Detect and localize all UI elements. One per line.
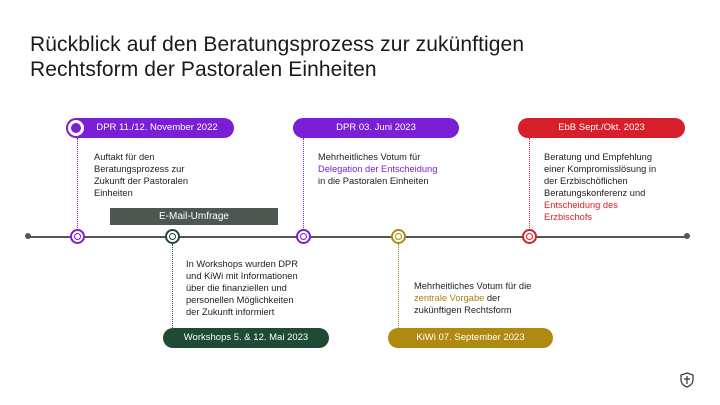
connector-dpr-2022	[77, 138, 78, 230]
connector-workshops	[172, 244, 173, 328]
shield-cross-icon	[680, 372, 694, 388]
event-pill-ebb-2023	[518, 118, 685, 138]
desc-line: und KiWi mit Informationen	[186, 271, 298, 281]
timeline-node-dpr-2023	[296, 229, 311, 244]
timeline-end-dot	[684, 233, 690, 239]
desc-highlight: Erzbischofs	[544, 212, 593, 222]
desc-highlight: Entscheidung des	[544, 200, 618, 210]
event-desc-workshops	[186, 258, 298, 318]
desc-line: Beratungskonferenz und	[544, 188, 646, 198]
desc-line: der Zukunft informiert	[186, 307, 275, 317]
desc-line: Zukunft der Pastoralen	[94, 176, 189, 186]
desc-line: personellen Möglichkeiten	[186, 295, 294, 305]
desc-line: Beratung und Empfehlung	[544, 152, 653, 162]
timeline-node-dpr-2022	[70, 229, 85, 244]
event-label-dpr-2022: DPR 11./12. November 2022	[96, 122, 218, 133]
desc-line: der Erzbischöflichen	[544, 176, 628, 186]
event-desc-dpr-2023	[318, 151, 437, 187]
event-label-dpr-2023: DPR 03. Juni 2023	[336, 122, 416, 133]
event-desc-ebb-2023	[544, 151, 656, 223]
desc-line: In Workshops wurden DPR	[186, 259, 298, 269]
event-label-ebb-2023: EbB Sept./Okt. 2023	[558, 122, 645, 133]
desc-line: Einheiten	[94, 188, 133, 198]
desc-line: Beratungsprozess zur	[94, 164, 185, 174]
timeline-node-kiwi-2023	[391, 229, 406, 244]
connector-dpr-2023	[303, 138, 304, 230]
desc-line	[414, 292, 531, 304]
page-title-line-2: Rechtsform der Pastoralen Einheiten	[30, 58, 377, 81]
desc-highlight: Delegation der Entscheidung	[318, 164, 438, 174]
desc-line: Auftakt für den	[94, 152, 155, 162]
desc-line: über die finanziellen und	[186, 283, 287, 293]
event-pill-dpr-2023	[293, 118, 459, 138]
timeline-node-workshops	[165, 229, 180, 244]
connector-ebb-2023	[529, 138, 530, 230]
event-label-kiwi-2023: KiWi 07. September 2023	[416, 332, 525, 343]
event-label-workshops: Workshops 5. & 12. Mai 2023	[183, 332, 309, 343]
event-pill-kiwi-2023	[388, 328, 553, 348]
page-title-line-1: Rückblick auf den Beratungsprozess zur zukünftigen	[30, 33, 525, 56]
event-pill-dpr-2022	[66, 118, 234, 138]
connector-kiwi-2023	[398, 244, 399, 328]
event-ring-icon	[68, 120, 84, 136]
desc-line: zukünftigen Rechtsform	[414, 305, 512, 315]
event-desc-kiwi-2023	[414, 280, 531, 316]
desc-highlight: zentrale Vorgabe	[414, 293, 485, 303]
event-desc-dpr-2022	[94, 151, 188, 199]
desc-line: einer Kompromisslösung in	[544, 164, 657, 174]
timeline-axis	[28, 236, 686, 238]
timeline-start-dot	[25, 233, 31, 239]
page-title	[30, 32, 650, 82]
desc-line: der	[484, 293, 501, 303]
mail-survey-bar: E-Mail-Umfrage	[110, 208, 278, 225]
timeline-node-ebb-2023	[522, 229, 537, 244]
desc-line: Mehrheitliches Votum für	[318, 152, 421, 162]
desc-line: Mehrheitliches Votum für die	[414, 281, 532, 291]
event-pill-workshops	[163, 328, 329, 348]
desc-line: in die Pastoralen Einheiten	[318, 176, 429, 186]
